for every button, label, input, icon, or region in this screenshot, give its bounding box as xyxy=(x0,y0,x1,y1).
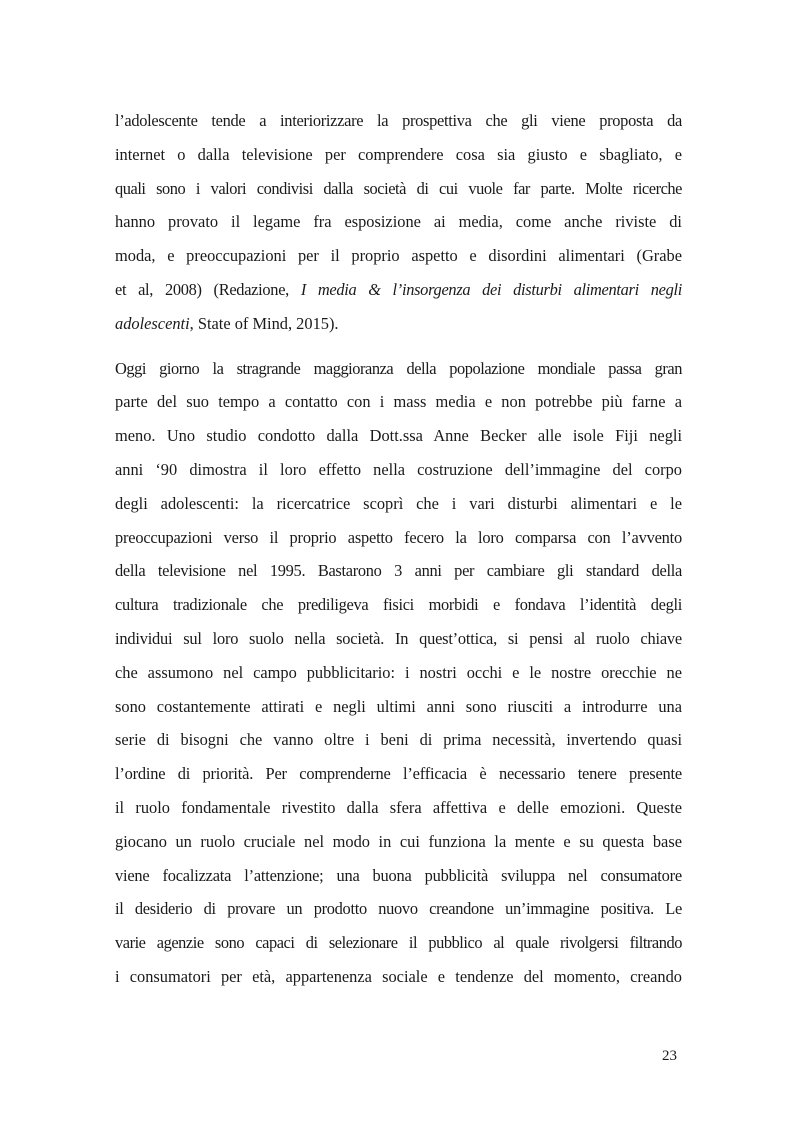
text-line: della televisione nel 1995. Bastarono 3 anni per cambiare gli standard della xyxy=(115,561,682,581)
text-line: giocano un ruolo cruciale nel modo in cui funziona la mente e su questa base xyxy=(115,831,682,851)
text-line: viene focalizzata l’attenzione; una buona pubblicità sviluppa nel consumatore xyxy=(115,865,682,885)
text-line: che assumono nel campo pubblicitario: i nostri occhi e le nostre orecchie ne xyxy=(115,662,682,682)
text-line: quali sono i valori condivisi dalla società di cui vuole far parte. Molte ricerche xyxy=(115,178,682,198)
paragraph-1 xyxy=(115,104,682,341)
text-line: il ruolo fondamentale rivestito dalla sfera affettiva e delle emozioni. Queste xyxy=(115,797,682,817)
text-line: degli adolescenti: la ricercatrice scoprì che i vari disturbi alimentari e le xyxy=(115,493,682,513)
text-line: internet o dalla televisione per comprendere cosa sia giusto e sbagliato, e xyxy=(115,144,682,164)
text-line: Oggi giorno la stragrande maggioranza della popolazione mondiale passa gran xyxy=(115,358,682,378)
text-line: parte del suo tempo a contatto con i mass media e non potrebbe più farne a xyxy=(115,392,682,412)
text-line: individui sul loro suolo nella società. In quest’ottica, si pensi al ruolo chiave xyxy=(115,628,682,648)
citation-lead: et al, 2008) (Redazione, xyxy=(115,279,301,299)
text-line: l’adolescente tende a interiorizzare la prospettiva che gli viene proposta da xyxy=(115,111,682,130)
text-line: cultura tradizionale che prediligeva fisici morbidi e fondava l’identità degli xyxy=(115,595,682,615)
text-line: anni ‘90 dimostra il loro effetto nella costruzione dell’immagine del corpo xyxy=(115,459,682,479)
page-number: 23 xyxy=(662,1048,677,1064)
text-line: varie agenzie sono capaci di selezionare il pubblico al quale rivolgersi filtrando xyxy=(115,933,682,953)
text-line-with-citation xyxy=(115,307,682,341)
text-line: meno. Uno studio condotto dalla Dott.ssa Anne Becker alle isole Fiji negli xyxy=(115,426,682,446)
citation-title-end: adolescenti xyxy=(115,313,190,333)
text-line: l’ordine di priorità. Per comprenderne l’efficacia è necessario tenere presente xyxy=(115,764,682,784)
text-line: sono costantemente attirati e negli ultimi anni sono riusciti a introdurre una xyxy=(115,696,682,716)
text-line: serie di bisogni che vanno oltre i beni di prima necessità, invertendo quasi xyxy=(115,730,682,750)
document-body xyxy=(115,104,682,994)
text-line: i consumatori per età, appartenenza sociale e tendenze del momento, creando xyxy=(115,966,682,986)
text-line: moda, e preoccupazioni per il proprio aspetto e disordini alimentari (Grabe xyxy=(115,246,682,266)
text-line: preoccupazioni verso il proprio aspetto fecero la loro comparsa con l’avvento xyxy=(115,527,682,547)
text-line: il desiderio di provare un prodotto nuovo creandone un’immagine positiva. Le xyxy=(115,899,682,919)
citation-title: I media & l’insorgenza dei disturbi alimentari negli xyxy=(300,279,682,299)
text-line: hanno provato il legame fra esposizione ai media, come anche riviste di xyxy=(115,212,682,232)
citation-source: , State of Mind, 2015). xyxy=(189,313,339,333)
text-line-with-citation xyxy=(115,273,682,307)
paragraph-2 xyxy=(115,352,682,994)
